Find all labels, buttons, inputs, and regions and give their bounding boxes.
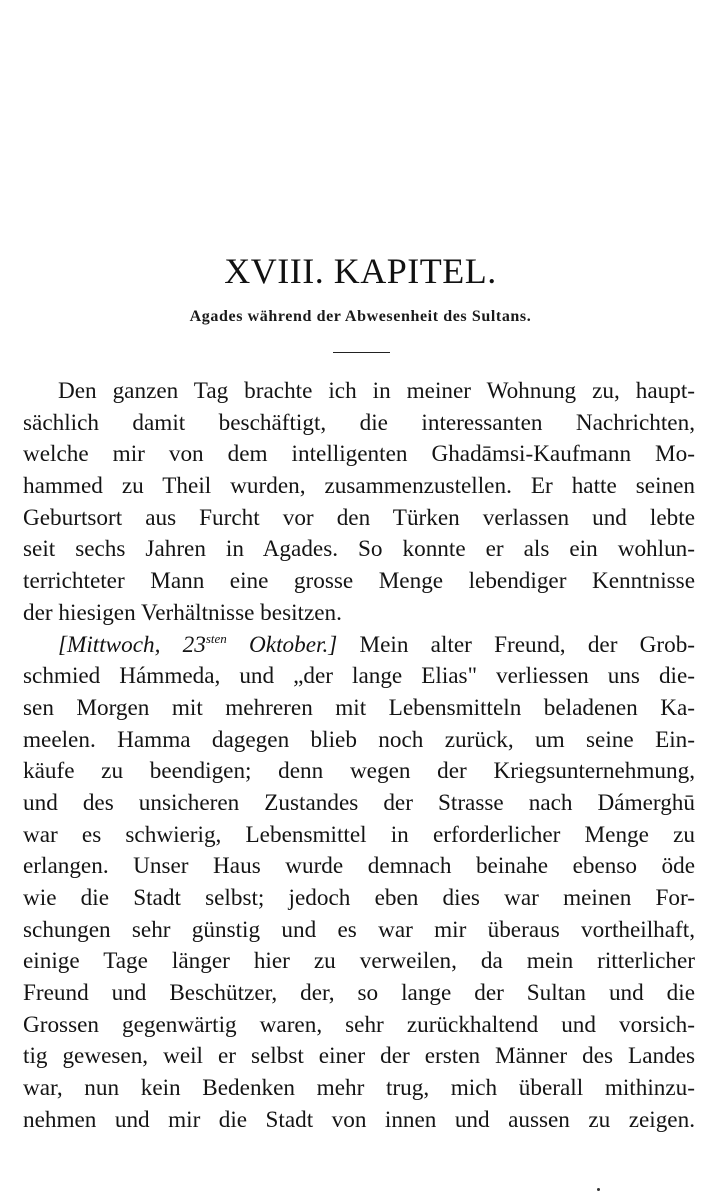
section-divider <box>333 352 390 353</box>
text-line: nehmen und mir die Stadt von innen und aussen zu zeigen. <box>23 1106 695 1133</box>
text-line: tig gewesen, weil er selbst einer der ersten Männer des Landes <box>23 1043 695 1070</box>
text-line: sen Morgen mit mehreren mit Lebensmitteln beladenen Ka- <box>23 694 695 721</box>
text-line: käufe zu beendigen; denn wegen der Kriegsunternehmung, <box>23 758 695 785</box>
body-text <box>23 376 695 1137</box>
date-entry-line <box>23 630 695 662</box>
text-line: Den ganzen Tag brachte ich in meiner Wohnung zu, haupt- <box>58 378 695 404</box>
text-line: war, nun kein Bedenken mehr trug, mich überall mithinzu- <box>23 1075 695 1102</box>
text-line: schungen sehr günstig und es war mir überaus vortheilhaft, <box>23 916 695 943</box>
chapter-title: XVIII. KAPITEL. <box>224 251 497 291</box>
text-line: Freund und Beschützer, der, so lange der Sultan und die <box>23 980 695 1007</box>
print-speck <box>597 1188 600 1191</box>
text-line: wie die Stadt selbst; jedoch eben dies war meinen For- <box>23 885 695 911</box>
text-line: sächlich damit beschäftigt, die interessanten Nachrichten, <box>23 409 695 436</box>
text-line: hammed zu Theil wurden, zusammenzustellen. Er hatte seinen <box>23 473 695 500</box>
text-line: Geburtsort aus Furcht vor den Türken verlassen und lebte <box>23 504 695 531</box>
date-heading: [Mittwoch, $23^{sten}$ Oktober.] <box>58 630 338 658</box>
text-line: war es schwierig, Lebensmittel in erforderlicher Menge zu <box>23 821 695 848</box>
text-line: und des unsicheren Zustandes der Strasse nach Dámerghū <box>23 789 695 816</box>
text-line: terrichteter Mann eine grosse Menge lebendiger Kenntnisse <box>23 568 695 595</box>
text-line: einige Tage länger hier zu verweilen, da mein ritterlicher <box>23 948 695 975</box>
chapter-subtitle: Agades während der Abwesenheit des Sultans. <box>189 308 532 325</box>
text-line: welche mir von dem intelligenten Ghadāmsi-Kaufmann Mo- <box>23 441 695 468</box>
text-line: erlangen. Unser Haus wurde demnach beinahe ebenso öde <box>23 853 695 880</box>
text-line: meelen. Hamma dagegen blieb noch zurück, um seine Ein- <box>23 726 695 753</box>
text-line: schmied Hámmeda, und „der lange Elias" verliessen uns die- <box>23 663 695 690</box>
text-line: der hiesigen Verhältnisse besitzen. <box>23 599 342 626</box>
text-line: seit sechs Jahren in Agades. So konnte er als ein wohlun- <box>23 536 695 563</box>
text-line: Grossen gegenwärtig waren, sehr zurückhaltend und vorsich- <box>23 1011 695 1038</box>
text-line: Mein alter Freund, der Grob- <box>359 631 696 658</box>
